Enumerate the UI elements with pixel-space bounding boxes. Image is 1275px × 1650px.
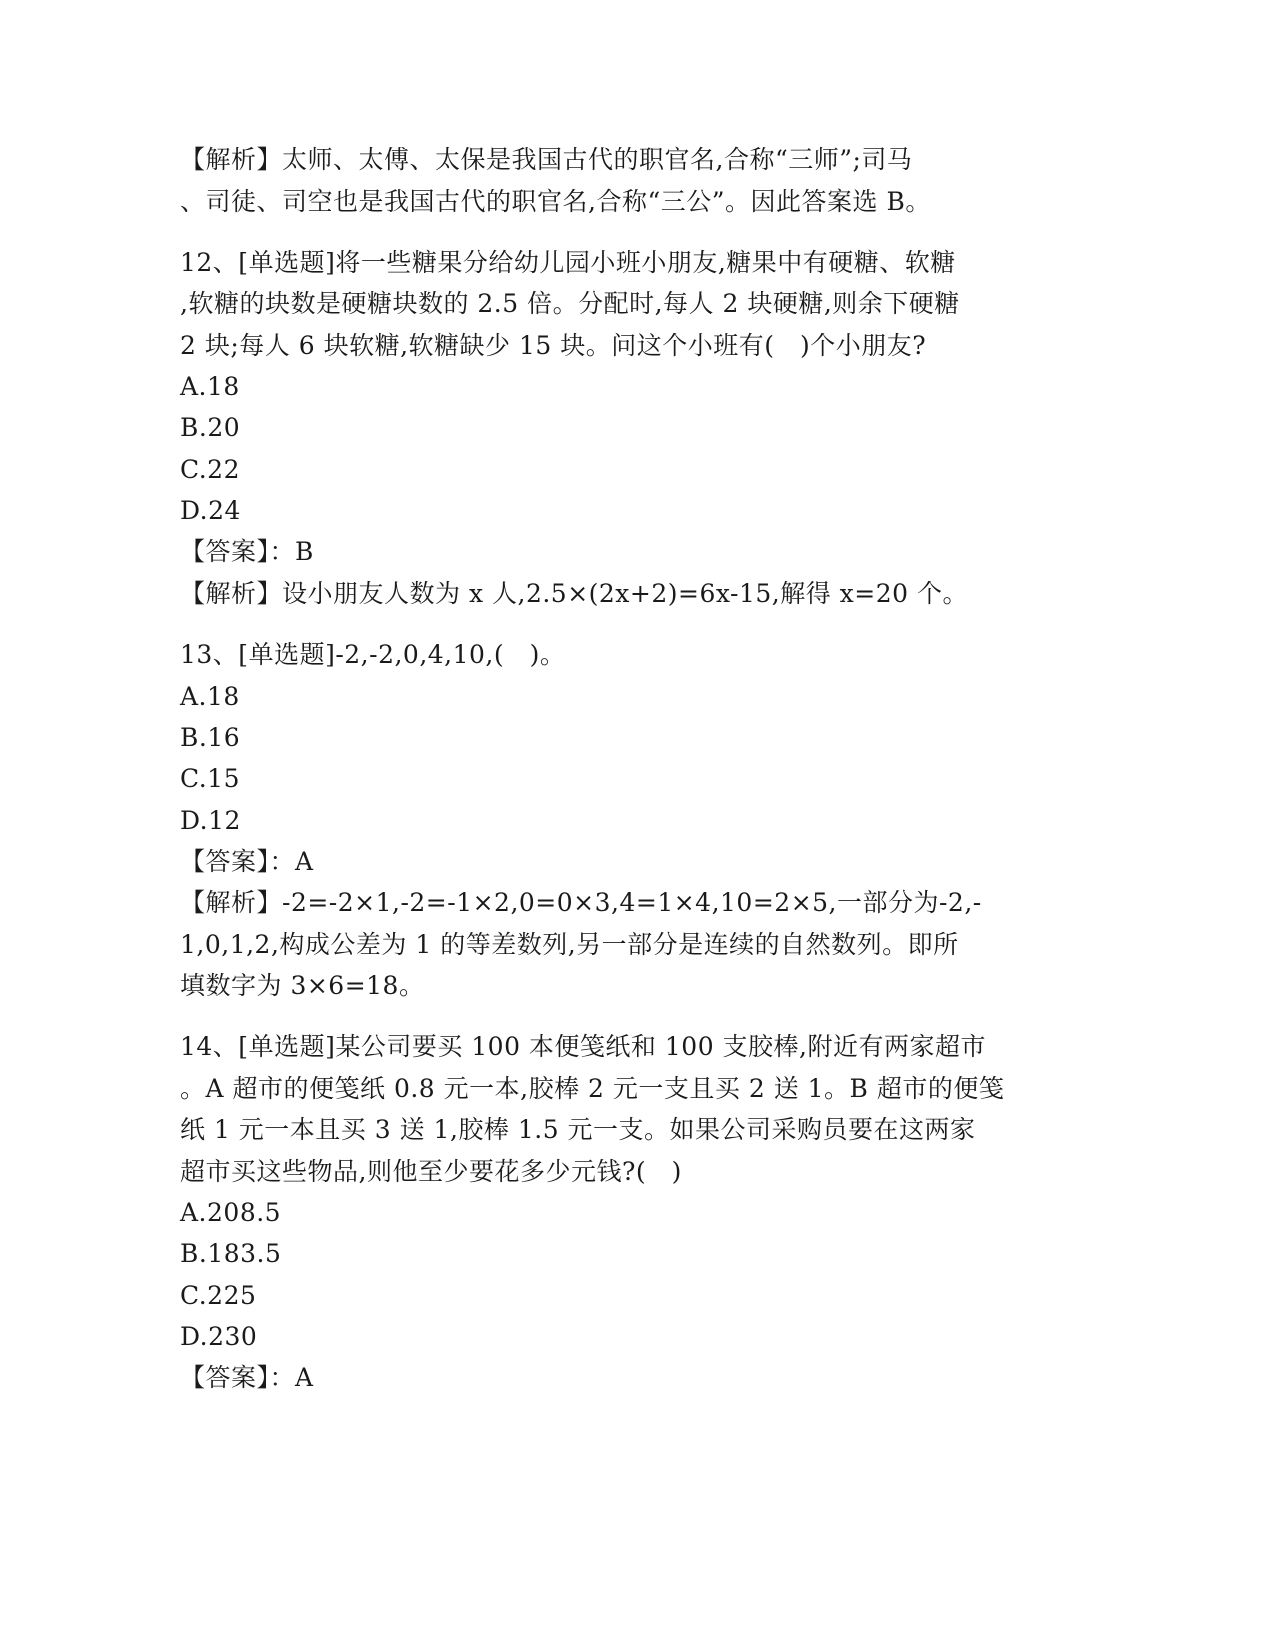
question-13-option-d: D.12	[180, 806, 241, 835]
question-14-option-c: C.225	[180, 1281, 257, 1310]
question-14-stem-line-2: 。A 超市的便笺纸 0.8 元一本,胶棒 2 元一支且买 2 送 1。B 超市的便笺	[180, 1074, 1005, 1103]
question-12-option-d: D.24	[180, 496, 241, 525]
question-13-explanation-line-2: 1,0,1,2,构成公差为 1 的等差数列,另一部分是连续的自然数列。即所	[180, 930, 959, 959]
question-13-explanation-line-1: 【解析】-2=-2×1,-2=-1×2,0=0×3,4=1×4,10=2×5,一部分为-2,-	[180, 888, 982, 917]
question-14-option-a: A.208.5	[180, 1198, 282, 1227]
question-13-explanation-line-3: 填数字为 3×6=18。	[180, 971, 425, 1000]
question-14-stem-line-1: 14、[单选题]某公司要买 100 本便笺纸和 100 支胶棒,附近有两家超市	[180, 1032, 986, 1061]
question-14-option-b: B.183.5	[180, 1239, 282, 1268]
question-12-answer: 【答案】：B	[180, 537, 314, 566]
question-13-stem: 13、[单选题]-2,-2,0,4,10,( )。	[180, 640, 566, 669]
question-14-option-d: D.230	[180, 1322, 258, 1351]
question-13-answer: 【答案】：A	[180, 847, 314, 876]
question-12-stem-line-2: ,软糖的块数是硬糖块数的 2.5 倍。分配时,每人 2 块硬糖,则余下硬糖	[180, 289, 960, 318]
question-12-option-b: B.20	[180, 413, 241, 442]
question-13-option-b: B.16	[180, 723, 241, 752]
question-14-stem-line-4: 超市买这些物品,则他至少要花多少元钱?( )	[180, 1157, 682, 1186]
question-12-explanation: 【解析】设小朋友人数为 x 人,2.5×(2x+2)=6x-15,解得 x=20 个。	[180, 579, 968, 608]
question-12-stem-line-1: 12、[单选题]将一些糖果分给幼儿园小班小朋友,糖果中有硬糖、软糖	[180, 248, 956, 277]
question-14-answer: 【答案】：A	[180, 1363, 314, 1392]
explanation-11-line-2: 、司徒、司空也是我国古代的职官名,合称“三公”。因此答案选 B。	[180, 187, 931, 216]
question-12-stem-line-3: 2 块;每人 6 块软糖,软糖缺少 15 块。问这个小班有( )个小朋友?	[180, 331, 927, 360]
question-12-option-c: C.22	[180, 455, 240, 484]
question-13-option-a: A.18	[180, 682, 240, 711]
question-14-stem-line-3: 纸 1 元一本且买 3 送 1,胶棒 1.5 元一支。如果公司采购员要在这两家	[180, 1115, 976, 1144]
question-12-option-a: A.18	[180, 372, 240, 401]
question-13-option-c: C.15	[180, 764, 240, 793]
explanation-11-line-1: 【解析】太师、太傅、太保是我国古代的职官名,合称“三师”;司马	[180, 145, 913, 174]
